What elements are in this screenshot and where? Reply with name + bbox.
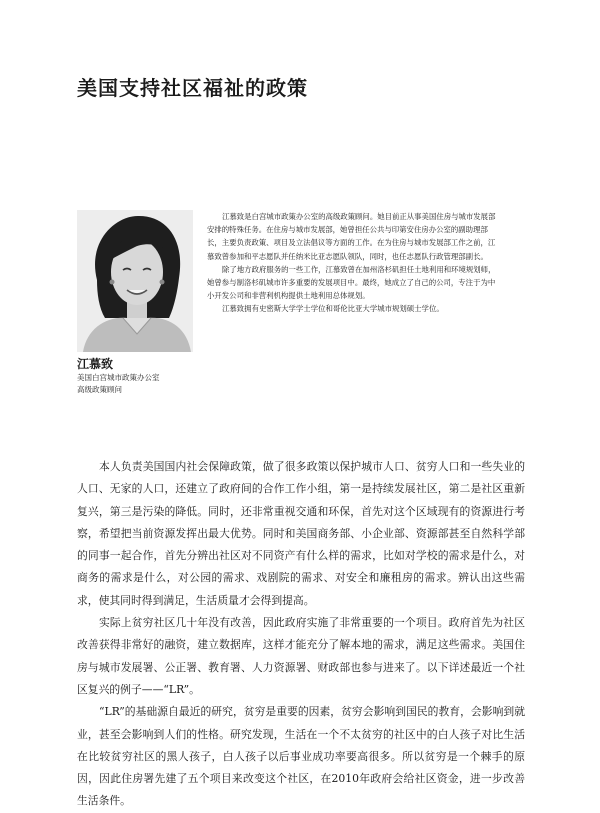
portrait-illustration xyxy=(77,210,193,352)
author-role xyxy=(77,372,160,396)
bio-paragraph: 江慕致拥有史密斯大学学士学位和哥伦比亚大学城市规划硕士学位。 xyxy=(222,304,444,314)
body-paragraph: “LR”的基础源自最近的研究，贫穷是重要的因素，贫穷会影响到国民的教育，会影响到就业，甚至会影响到人们的性格。研究发现，生活在一个不太贫穷的社区中的白人孩子对比生活在比较贫穷社区的黑人孩子，白人孩子以后事业成功率要高很多。所以贫穷是一个棘手的原因，因此住房署先建了五个项目来改变这个社区，在2010年政府会给社区资金，进一步改善生活条件。 xyxy=(77,705,525,808)
article-body xyxy=(77,456,525,813)
author-role-line: 高级政策顾问 xyxy=(77,385,122,394)
author-role-line: 美国白宫城市政策办公室 xyxy=(77,373,160,382)
bio-paragraph: 江慕致是白宫城市政策办公室的高级政策顾问。她目前正从事美国住房与城市发展部安排的特殊任务。在住房与城市发展部，她曾担任公共与印第安住房办公室的副助理部长，主要负责政策、项目及立法倡议等方面的工作。在为住房与城市发展部工作之前，江慕致曾参加和平志愿队并任纳米比亚志愿队领队，同时，也任志愿队行政管理部副长。 xyxy=(207,212,496,261)
portrait-photo xyxy=(77,210,193,352)
body-paragraph: 实际上贫穷社区几十年没有改善，因此政府实施了非常重要的一个项目。政府首先为社区改善获得非常好的融资，建立数据库，这样才能充分了解本地的需求，满足这些需求。美国住房与城市发展署、公正署、教育署、人力资源署、财政部也参与进来了。以下详述最近一个社区复兴的例子——“LR”。 xyxy=(77,616,525,696)
author-bio xyxy=(207,210,497,316)
body-paragraph: 本人负责美国国内社会保障政策，做了很多政策以保护城市人口、贫穷人口和一些失业的人口、无家的人口，还建立了政府间的合作工作小组，第一是持续发展社区，第二是社区重新复兴，第三是污染的降低。同时，还非常重视交通和环保，首先对这个区域现有的资源进行考察，希望把当前资源发挥出最大优势。同时和美国商务部、小企业部、资源部甚至自然科学部的同事一起合作，首先分辨出社区对不同资产有什么样的需求，比如对学校的需求是什么，对商务的需求是什么，对公园的需求、戏剧院的需求、对安全和廉租房的需求。辨认出这些需求，使其同时得到满足，生活质量才会得到提高。 xyxy=(77,460,525,607)
bio-paragraph: 除了地方政府服务的一些工作，江慕致曾在加州洛杉矶担任土地利用和环境规划师，她曾参与制洛杉矶城市许多重要的发展项目中。最终，她成立了自己的公司，专注于为中小开发公司和非营利机构提供土地利用总体规划。 xyxy=(207,264,496,301)
author-name: 江慕致 xyxy=(77,357,114,371)
page-title: 美国支持社区福祉的政策 xyxy=(77,76,308,100)
